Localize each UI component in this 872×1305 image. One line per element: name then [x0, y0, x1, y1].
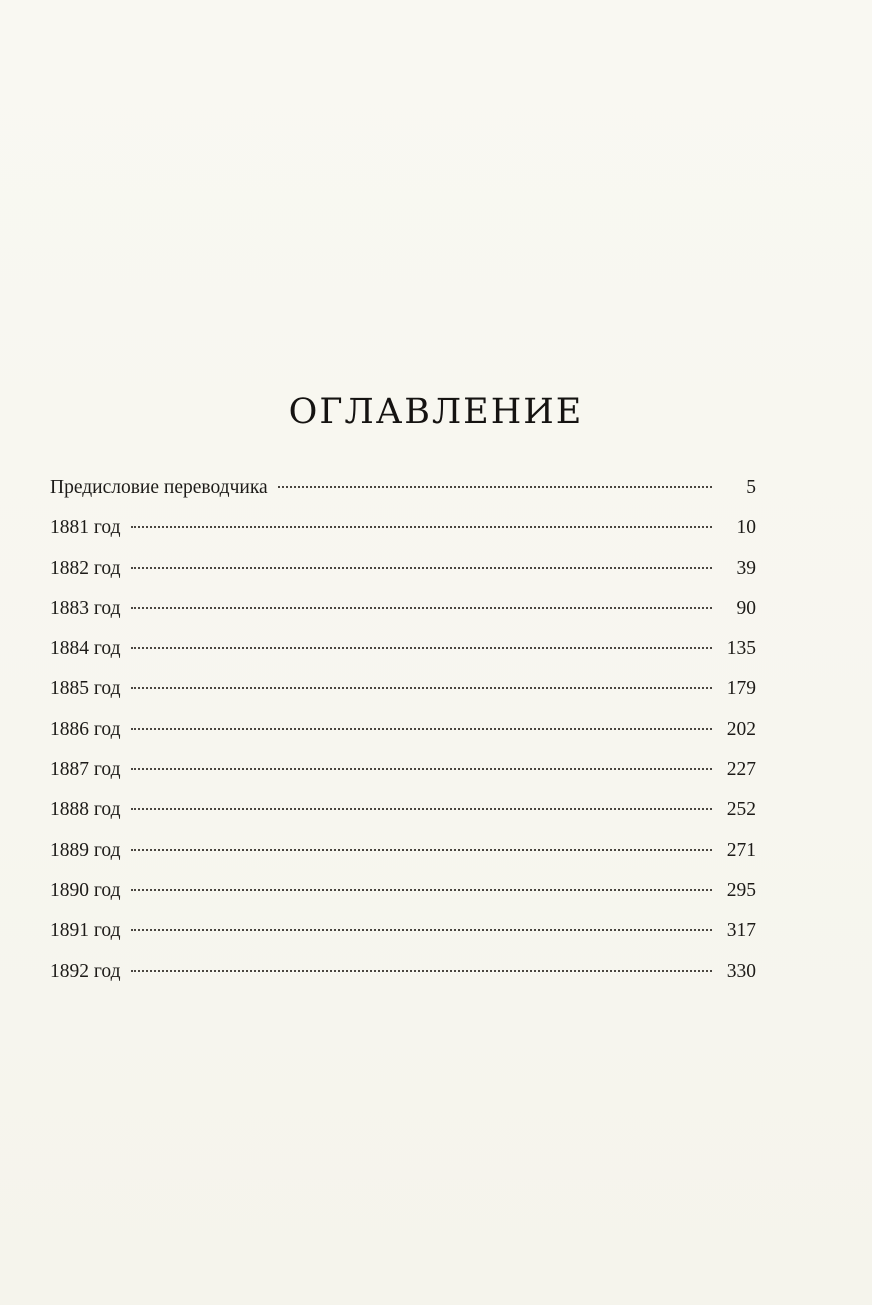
toc-entry-page-number: 135 [726, 638, 756, 660]
dot-leader [278, 486, 712, 488]
dot-leader [131, 808, 713, 810]
dot-leader [131, 768, 713, 770]
dot-leader [131, 849, 713, 851]
toc-entry [50, 877, 756, 917]
toc-entry-title: 1883 год [50, 597, 121, 619]
toc-entry [50, 917, 756, 957]
dot-leader [131, 607, 713, 609]
toc-entry [50, 796, 756, 836]
toc-entry [50, 635, 756, 675]
toc-entry-title: 1886 год [50, 718, 121, 740]
toc-entry [50, 595, 756, 635]
toc-entry-title: 1881 год [50, 517, 121, 539]
toc-entry-title: 1884 год [50, 638, 121, 660]
toc-entry-title: Предисловие переводчика [50, 477, 268, 498]
toc-entry-title: 1892 год [50, 960, 121, 982]
toc-entry-page-number: 317 [726, 920, 756, 942]
dot-leader [131, 970, 713, 972]
toc-entry-title: 1882 год [50, 557, 121, 579]
toc-entry-title: 1885 год [50, 678, 121, 700]
toc-entry [50, 675, 756, 715]
toc-entry-page-number: 39 [736, 557, 756, 579]
toc-entry-page-number: 5 [746, 477, 756, 498]
toc-entry-page-number: 90 [736, 597, 756, 619]
toc-entry-page-number: 179 [726, 678, 756, 700]
toc-entry-page-number: 295 [726, 879, 756, 901]
toc-entry-title: 1889 год [50, 839, 121, 861]
toc-entry [50, 958, 756, 998]
toc-entry-page-number: 330 [726, 960, 756, 982]
dot-leader [131, 526, 713, 528]
toc-entry-page-number: 252 [726, 799, 756, 821]
toc-entry-page-number: 10 [736, 517, 756, 539]
toc-entry [50, 716, 756, 756]
toc-entry-title: 1891 год [50, 920, 121, 942]
dot-leader [131, 567, 713, 569]
table-of-contents [50, 474, 756, 998]
toc-entry [50, 474, 756, 514]
toc-entry-page-number: 202 [726, 718, 756, 740]
dot-leader [131, 728, 713, 730]
toc-entry-title: 1890 год [50, 879, 121, 901]
page-heading: ОГЛАВЛЕНИЕ [288, 392, 584, 432]
toc-entry-page-number: 271 [726, 839, 756, 861]
dot-leader [131, 687, 713, 689]
toc-entry-page-number: 227 [726, 759, 756, 781]
toc-entry [50, 837, 756, 877]
toc-entry-title: 1888 год [50, 799, 121, 821]
toc-entry [50, 555, 756, 595]
dot-leader [131, 929, 713, 931]
toc-entry [50, 756, 756, 796]
dot-leader [131, 889, 713, 891]
toc-entry [50, 514, 756, 554]
toc-entry-title: 1887 год [50, 759, 121, 781]
dot-leader [131, 647, 713, 649]
